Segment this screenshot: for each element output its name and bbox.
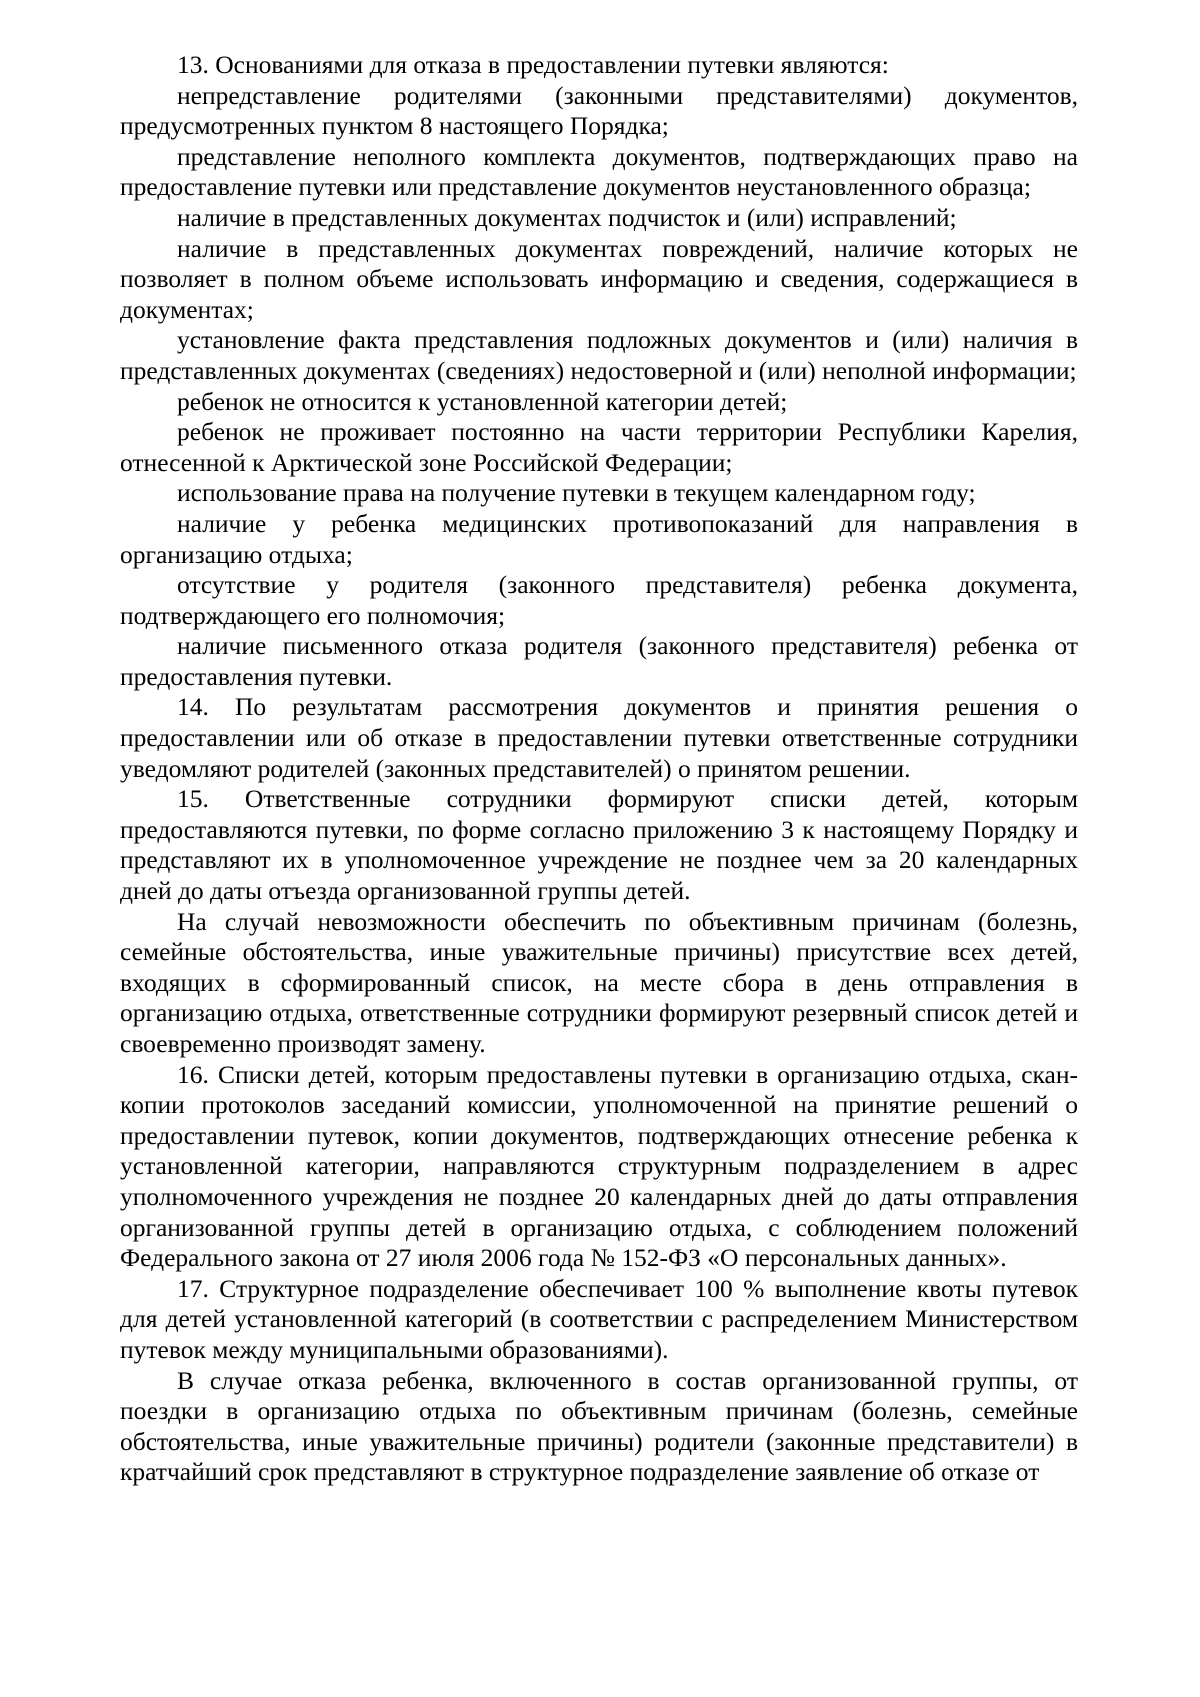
clause-17: 17. Структурное подразделение обеспечивает 100 % выполнение квоты путевок для детей установленной категорий (в соответствии с распределением Министерством путевок между муниципальными образованиями). (120, 1273, 1078, 1364)
document-page (120, 50, 1078, 1488)
clause-15-reserve-list: На случай невозможности обеспечить по объективным причинам (болезнь, семейные обстоятельства, иные уважительные причины) присутствие всех детей, входящих в сформированный список, на месте сбора в день отправления в организацию отдыха, ответственные сотрудники формируют резервный список детей и своевременно производят замену. (120, 906, 1078, 1058)
refusal-ground-item: наличие в представленных документах повреждений, наличие которых не позволяет в полном объеме использовать информацию и сведения, содержащиеся в документах; (120, 233, 1078, 324)
refusal-ground-item: установление факта представления подложных документов и (или) наличия в представленных документах (сведениях) недостоверной и (или) неполной информации; (120, 325, 1078, 385)
refusal-ground-item: наличие у ребенка медицинских противопоказаний для направления в организацию отдыха; (120, 508, 1078, 569)
clause-14: 14. По результатам рассмотрения документов и принятия решения о предоставлении или об отказе в предоставлении путевки ответственные сотрудники уведомляют родителей (законных представителей) о принятом решении. (120, 692, 1078, 783)
refusal-ground-item: наличие письменного отказа родителя (законного представителя) ребенка от предоставления путевки. (120, 631, 1078, 691)
clause-17-refusal-case: В случае отказа ребенка, включенного в состав организованной группы, от поездки в организацию отдыха по объективным причинам (болезнь, семейные обстоятельства, иные уважительные причины) родители (законные представители) в кратчайший срок представляют в структурное подразделение заявление об отказе от (120, 1365, 1078, 1487)
refusal-ground-item: использование права на получение путевки в текущем календарном году; (177, 478, 976, 508)
refusal-ground-item: наличие в представленных документах подчисток и (или) исправлений; (177, 202, 957, 232)
refusal-ground-item: непредставление родителями (законными представителями) документов, предусмотренных пунктом 8 настоящего Порядка; (120, 80, 1078, 141)
clause-15: 15. Ответственные сотрудники формируют списки детей, которым предоставляются путевки, по форме согласно приложению 3 к настоящему Порядку и представляют их в уполномоченное учреждение не позднее чем за 20 календарных дней до даты отъезда организованной группы детей. (120, 784, 1078, 906)
clause-13-heading: 13. Основаниями для отказа в предоставлении путевки являются: (177, 50, 889, 79)
refusal-ground-item: ребенок не проживает постоянно на части территории Республики Карелия, отнесенной к Арктической зоне Российской Федерации; (120, 417, 1078, 477)
refusal-ground-item: ребенок не относится к установленной категории детей; (177, 386, 788, 416)
refusal-ground-item: представление неполного комплекта документов, подтверждающих право на предоставление путевки или представление документов неустановленного образца; (120, 141, 1078, 202)
refusal-ground-item: отсутствие у родителя (законного представителя) ребенка документа, подтверждающего его полномочия; (120, 570, 1078, 630)
clause-16: 16. Списки детей, которым предоставлены путевки в организацию отдыха, скан-копии протоколов заседаний комиссии, уполномоченной на принятие решений о предоставлении путевок, копии документов, подтверждающих отнесение ребенка к установленной категории, направляются структурным подразделением в адрес уполномоченного учреждения не позднее 20 календарных дней до даты отправления организованной группы детей в организацию отдыха, с соблюдением положений Федерального закона от 27 июля 2006 года № 152-ФЗ «О персональных данных». (120, 1059, 1078, 1273)
